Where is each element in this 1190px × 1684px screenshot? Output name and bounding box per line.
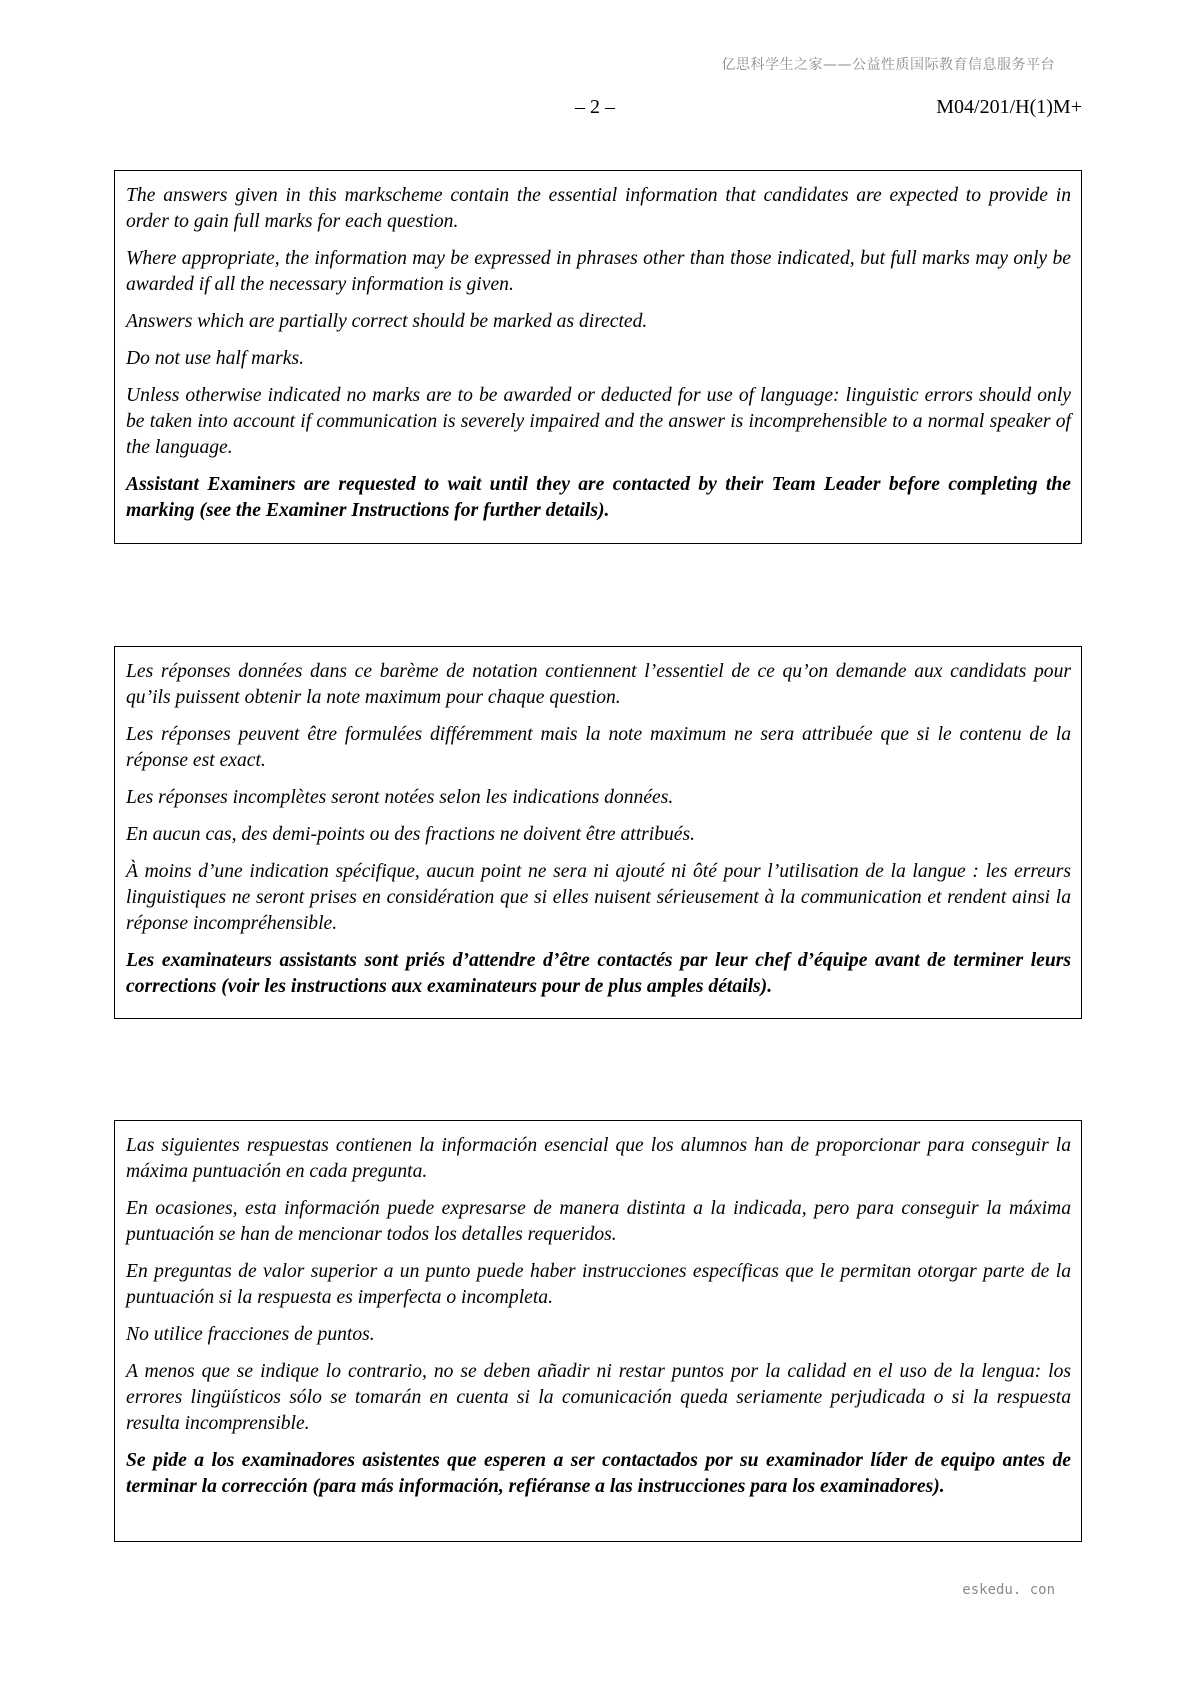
french-paragraph-5: À moins d’une indication spécifique, aucun point ne sera ni ajouté ni ôté pour l’utilisation de la langue : les erreurs linguistiques ne seront prises en considération que si elles nuisent sérieusement à la communication et rendent ainsi la réponse incompréhensible.: [126, 861, 1071, 934]
english-paragraph-3: Answers which are partially correct should be marked as directed.: [126, 311, 648, 332]
french-instructions-box: [114, 646, 1082, 1019]
footer-site: eskedu. con: [962, 1582, 1055, 1598]
french-paragraph-6: Les examinateurs assistants sont priés d’attendre d’être contactés par leur chef d’équipe avant de terminer leurs corrections (voir les instructions aux examinateurs pour de plus amples détails).: [126, 950, 1071, 997]
page-number: – 2 –: [575, 96, 615, 118]
english-paragraph-4: Do not use half marks.: [126, 348, 304, 369]
french-paragraph-4: En aucun cas, des demi-points ou des fractions ne doivent être attribués.: [126, 824, 696, 845]
spanish-paragraph-5: A menos que se indique lo contrario, no se deben añadir ni restar puntos por la calidad en el uso de la lengua: los errores lingüísticos sólo se tomarán en cuenta si la comunicación queda seriamente perjudicada o si la respuesta resulta incomprensible.: [126, 1361, 1071, 1434]
english-paragraph-5: Unless otherwise indicated no marks are to be awarded or deducted for use of language: linguistic errors should only be taken into account if communication is severely impaired and the answer is incomprehensible to a normal speaker of the language.: [126, 385, 1071, 458]
spanish-paragraph-3: En preguntas de valor superior a un punto puede haber instrucciones específicas que le permitan otorgar parte de la puntuación si la respuesta es imperfecta o incompleta.: [126, 1261, 1071, 1308]
header-watermark: 亿思科学生之家——公益性质国际教育信息服务平台: [721, 57, 1055, 73]
english-paragraph-6: Assistant Examiners are requested to wait until they are contacted by their Team Leader before completing the marking (see the Examiner Instructions for further details).: [126, 474, 1071, 521]
spanish-paragraph-6: Se pide a los examinadores asistentes que esperen a ser contactados por su examinador líder de equipo antes de terminar la corrección (para más información, refiéranse a las instrucciones para los examinadores).: [126, 1450, 1071, 1497]
spanish-paragraph-2: En ocasiones, esta información puede expresarse de manera distinta a la indicada, pero para conseguir la máxima puntuación se han de mencionar todos los detalles requeridos.: [126, 1198, 1071, 1245]
english-paragraph-2: Where appropriate, the information may be expressed in phrases other than those indicated, but full marks may only be awarded if all the necessary information is given.: [126, 248, 1071, 295]
english-paragraph-1: The answers given in this markscheme contain the essential information that candidates are expected to provide in order to gain full marks for each question.: [126, 185, 1071, 232]
document-code: M04/201/H(1)M+: [936, 96, 1082, 118]
spanish-instructions-box: [114, 1120, 1082, 1542]
french-paragraph-3: Les réponses incomplètes seront notées selon les indications données.: [126, 787, 674, 808]
english-instructions-box: [114, 170, 1082, 544]
french-paragraph-1: Les réponses données dans ce barème de notation contiennent l’essentiel de ce qu’on demande aux candidats pour qu’ils puissent obtenir la note maximum pour chaque question.: [126, 661, 1071, 708]
spanish-paragraph-4: No utilice fracciones de puntos.: [126, 1324, 375, 1345]
french-paragraph-2: Les réponses peuvent être formulées différemment mais la note maximum ne sera attribuée que si le contenu de la réponse est exact.: [126, 724, 1071, 771]
spanish-paragraph-1: Las siguientes respuestas contienen la información esencial que los alumnos han de proporcionar para conseguir la máxima puntuación en cada pregunta.: [126, 1135, 1071, 1182]
